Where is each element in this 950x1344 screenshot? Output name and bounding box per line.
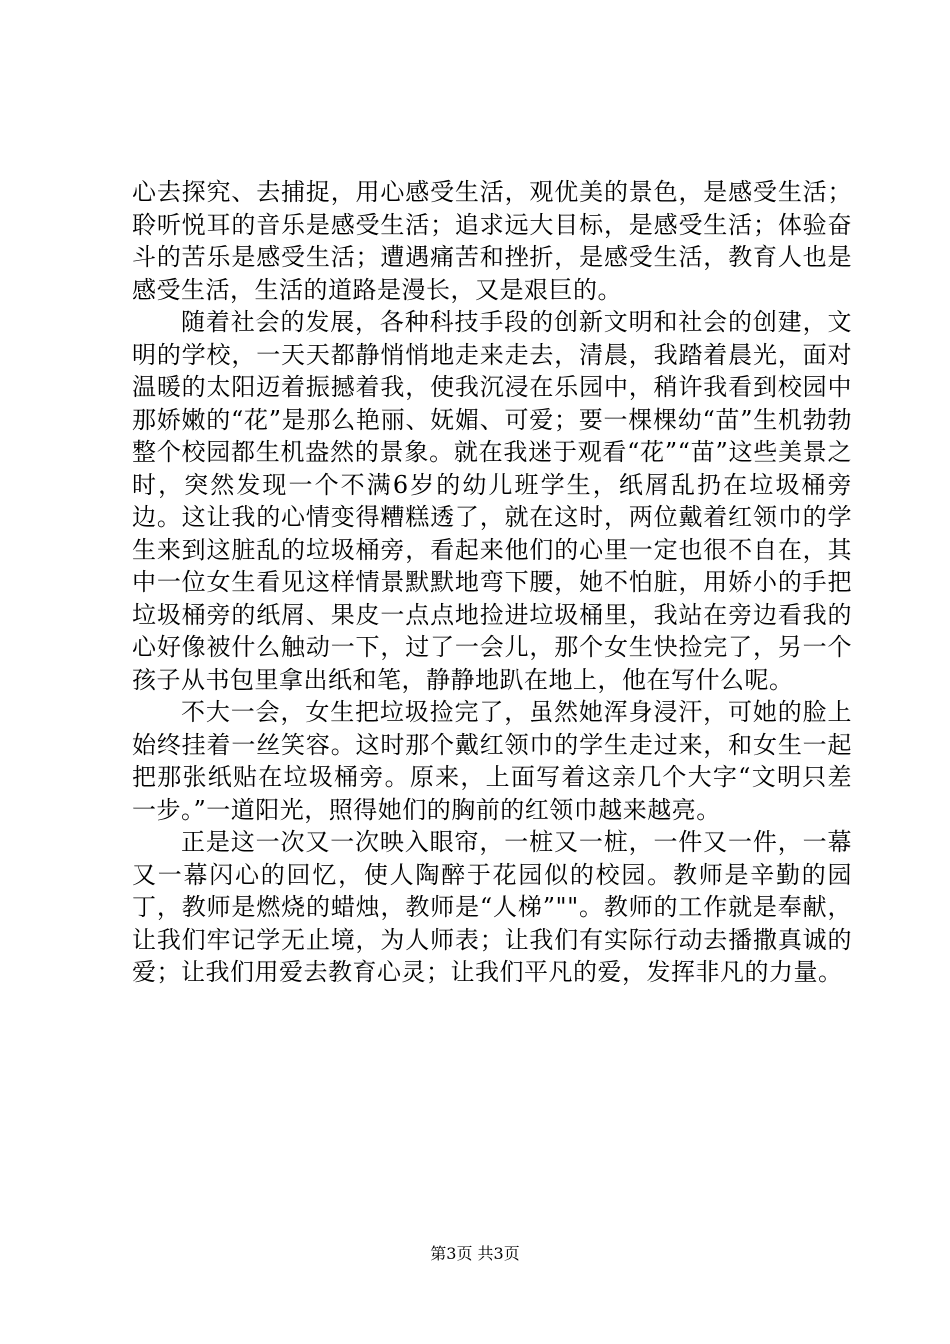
paragraph-2: 随着社会的发展，各种科技手段的创新文明和社会的创建，文明的学校，一天天都静悄悄地走来走去，清晨，我踏着晨光，面对温暖的太阳迈着振撼着我，使我沉浸在乐园中，稍许我看到校园中那娇嫩的“花”是那么艳丽、妩媚、可爱；要一棵棵幼“苗”生机勃勃整个校园都生机盎然的景象。就在我迷于观看“花”“苗”这些美景之时，突然发现一个不满6岁的幼儿班学生，纸屑乱扔在垃圾桶旁边。这让我的心情变得糟糕透了，就在这时，两位戴着红领巾的学生来到这脏乱的垃圾桶旁，看起来他们的心里一定也很不自在，其中一位女生看见这样情景默默地弯下腰，她不怕脏，用娇小的手把垃圾桶旁的纸屑、果皮一点点地捡进垃圾桶里，我站在旁边看我的心好像被什么触动一下，过了一会儿，那个女生快捡完了，另一个孩子从书包里拿出纸和笔，静静地趴在地上，他在写什么呢。 [132,308,852,694]
document-body [132,176,852,989]
paragraph-1: 心去探究、去捕捉，用心感受生活，观优美的景色，是感受生活；聆听悦耳的音乐是感受生活；追求远大目标，是感受生活；体验奋斗的苦乐是感受生活；遭遇痛苦和挫折，是感受生活，教育人也是感受生活，生活的道路是漫长，又是艰巨的。 [132,178,852,304]
paragraph-4: 正是这一次又一次映入眼帘，一桩又一桩，一件又一件，一幕又一幕闪心的回忆，使人陶醉于花园似的校园。教师是辛勤的园丁，教师是燃烧的蜡烛，教师是“人梯”""。教师的工作就是奉献，让我们牢记学无止境，为人师表；让我们有实际行动去播撒真诚的爱；让我们用爱去教育心灵；让我们平凡的爱，发挥非凡的力量。 [132,828,852,986]
paragraph-3: 不大一会，女生把垃圾捡完了，虽然她浑身浸汗，可她的脸上始终挂着一丝笑容。这时那个戴红领巾的学生走过来，和女生一起把那张纸贴在垃圾桶旁。原来，上面写着这亲几个大字“文明只差一步。”一道阳光，照得她们的胸前的红领巾越来越亮。 [132,698,852,824]
page-footer: 第3页 共3页 [430,1244,520,1263]
